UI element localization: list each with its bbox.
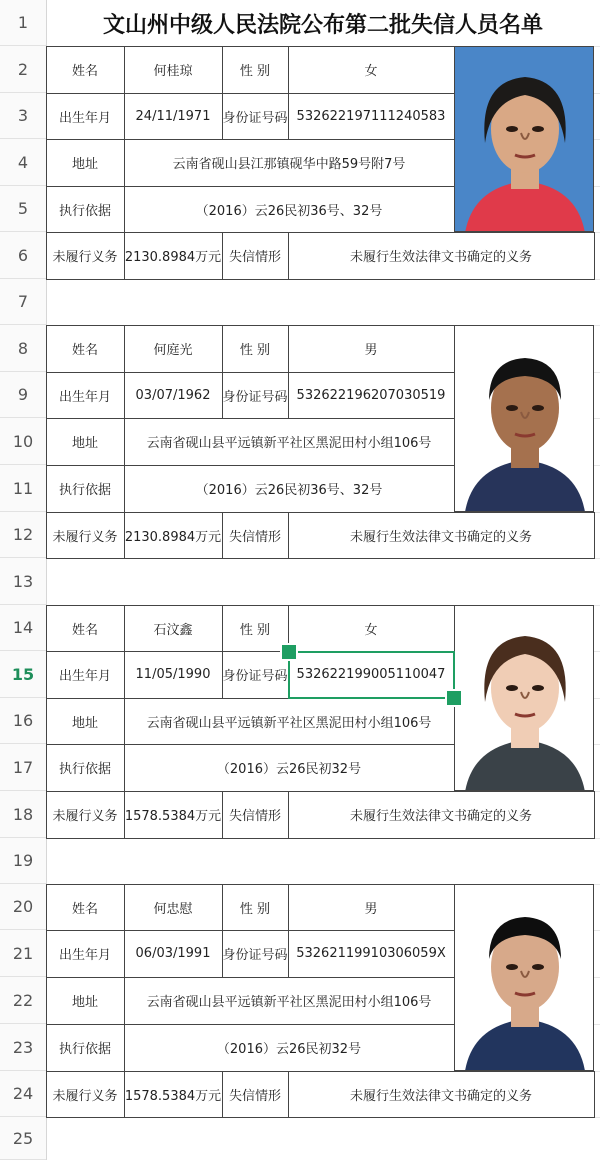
- row-number[interactable]: 24: [0, 1071, 46, 1117]
- gender-value[interactable]: 女: [288, 46, 455, 94]
- birth-value[interactable]: 11/05/1990: [124, 651, 223, 699]
- row-number[interactable]: 1: [0, 0, 46, 46]
- address-value[interactable]: 云南省砚山县江那镇砚华中路59号附7号: [124, 139, 455, 187]
- address-value[interactable]: 云南省砚山县平远镇新平社区黑泥田村小组106号: [124, 418, 455, 466]
- record-block: [46, 884, 594, 1117]
- address-label: 地址: [46, 698, 125, 745]
- birth-label: 出生年月: [46, 372, 125, 419]
- situation-value[interactable]: 未履行生效法律文书确定的义务: [288, 512, 595, 559]
- basis-label: 执行依据: [46, 465, 125, 513]
- row-number[interactable]: 19: [0, 838, 46, 884]
- row-number[interactable]: 7: [0, 279, 46, 325]
- row-number[interactable]: 2: [0, 46, 46, 93]
- row-number[interactable]: 12: [0, 512, 46, 558]
- unfulfilled-label: 未履行义务: [46, 232, 125, 280]
- situation-label: 失信情形: [222, 512, 289, 559]
- name-label: 姓名: [46, 325, 125, 373]
- unfulfilled-label: 未履行义务: [46, 791, 125, 839]
- situation-label: 失信情形: [222, 791, 289, 839]
- row-number[interactable]: 18: [0, 791, 46, 838]
- birth-value[interactable]: 06/03/1991: [124, 930, 223, 978]
- gender-label: 性 别: [222, 884, 289, 931]
- row-number[interactable]: 5: [0, 186, 46, 232]
- id-value[interactable]: 532622199005110047: [288, 651, 455, 699]
- record-block: [46, 46, 594, 279]
- cell-selection[interactable]: [288, 651, 455, 699]
- birth-label: 出生年月: [46, 93, 125, 140]
- sheet-title[interactable]: 文山州中级人民法院公布第二批失信人员名单: [102, 12, 543, 38]
- row-number[interactable]: 13: [0, 558, 46, 605]
- portrait-photo: [455, 326, 594, 512]
- record-block: [46, 325, 594, 558]
- row-number[interactable]: 25: [0, 1117, 46, 1160]
- gender-label: 性 别: [222, 325, 289, 373]
- amount-value[interactable]: 1578.5384万元: [124, 791, 223, 839]
- name-value[interactable]: 何庭光: [124, 325, 223, 373]
- selection-handle-start[interactable]: [280, 643, 298, 661]
- id-label: 身份证号码: [222, 651, 289, 699]
- record-block: [46, 605, 594, 838]
- address-label: 地址: [46, 977, 125, 1025]
- amount-value[interactable]: 2130.8984万元: [124, 232, 223, 280]
- basis-label: 执行依据: [46, 1024, 125, 1072]
- unfulfilled-label: 未履行义务: [46, 1071, 125, 1118]
- amount-value[interactable]: 1578.5384万元: [124, 1071, 223, 1118]
- situation-label: 失信情形: [222, 232, 289, 280]
- photo-cell[interactable]: [454, 605, 594, 791]
- birth-value[interactable]: 24/11/1971: [124, 93, 223, 140]
- row-number[interactable]: 4: [0, 139, 46, 186]
- id-value[interactable]: 532622197111240583: [288, 93, 455, 140]
- photo-cell[interactable]: [454, 46, 594, 232]
- name-value[interactable]: 石汶鑫: [124, 605, 223, 652]
- amount-value[interactable]: 2130.8984万元: [124, 512, 223, 559]
- gender-value[interactable]: 男: [288, 884, 455, 931]
- row-number[interactable]: 9: [0, 372, 46, 418]
- birth-label: 出生年月: [46, 930, 125, 978]
- row-number[interactable]: 14: [0, 605, 46, 651]
- row-number[interactable]: 20: [0, 884, 46, 930]
- address-label: 地址: [46, 418, 125, 466]
- gender-value[interactable]: 女: [288, 605, 455, 652]
- id-value[interactable]: 532622196207030519: [288, 372, 455, 419]
- row-number-gutter: [0, 0, 47, 1160]
- situation-value[interactable]: 未履行生效法律文书确定的义务: [288, 1071, 595, 1118]
- name-label: 姓名: [46, 605, 125, 652]
- birth-label: 出生年月: [46, 651, 125, 699]
- address-value[interactable]: 云南省砚山县平远镇新平社区黑泥田村小组106号: [124, 977, 455, 1025]
- row-number[interactable]: 11: [0, 465, 46, 512]
- basis-value[interactable]: （2016）云26民初36号、32号: [124, 186, 455, 233]
- basis-value[interactable]: （2016）云26民初36号、32号: [124, 465, 455, 513]
- gender-label: 性 别: [222, 605, 289, 652]
- photo-cell[interactable]: [454, 884, 594, 1071]
- situation-value[interactable]: 未履行生效法律文书确定的义务: [288, 232, 595, 280]
- row-number[interactable]: 8: [0, 325, 46, 372]
- row-number[interactable]: 22: [0, 977, 46, 1024]
- situation-value[interactable]: 未履行生效法律文书确定的义务: [288, 791, 595, 839]
- row-number[interactable]: 15: [0, 651, 46, 698]
- situation-label: 失信情形: [222, 1071, 289, 1118]
- name-label: 姓名: [46, 46, 125, 94]
- gender-label: 性 别: [222, 46, 289, 94]
- portrait-photo: [455, 47, 594, 232]
- portrait-photo: [455, 606, 594, 791]
- id-label: 身份证号码: [222, 372, 289, 419]
- id-value[interactable]: 53262119910306059X: [288, 930, 455, 978]
- row-number[interactable]: 23: [0, 1024, 46, 1071]
- row-number[interactable]: 10: [0, 418, 46, 465]
- birth-value[interactable]: 03/07/1962: [124, 372, 223, 419]
- name-value[interactable]: 何忠慰: [124, 884, 223, 931]
- row-number[interactable]: 17: [0, 744, 46, 791]
- row-number[interactable]: 21: [0, 930, 46, 977]
- id-label: 身份证号码: [222, 930, 289, 978]
- gender-value[interactable]: 男: [288, 325, 455, 373]
- name-value[interactable]: 何桂琼: [124, 46, 223, 94]
- basis-label: 执行依据: [46, 186, 125, 233]
- address-value[interactable]: 云南省砚山县平远镇新平社区黑泥田村小组106号: [124, 698, 455, 745]
- id-label: 身份证号码: [222, 93, 289, 140]
- selection-handle-end[interactable]: [445, 689, 463, 707]
- basis-label: 执行依据: [46, 744, 125, 792]
- basis-value[interactable]: （2016）云26民初32号: [124, 744, 455, 792]
- photo-cell[interactable]: [454, 325, 594, 512]
- unfulfilled-label: 未履行义务: [46, 512, 125, 559]
- address-label: 地址: [46, 139, 125, 187]
- basis-value[interactable]: （2016）云26民初32号: [124, 1024, 455, 1072]
- row-number[interactable]: 6: [0, 232, 46, 279]
- name-label: 姓名: [46, 884, 125, 931]
- row-number[interactable]: 3: [0, 93, 46, 139]
- row-number[interactable]: 16: [0, 698, 46, 744]
- portrait-photo: [455, 885, 594, 1071]
